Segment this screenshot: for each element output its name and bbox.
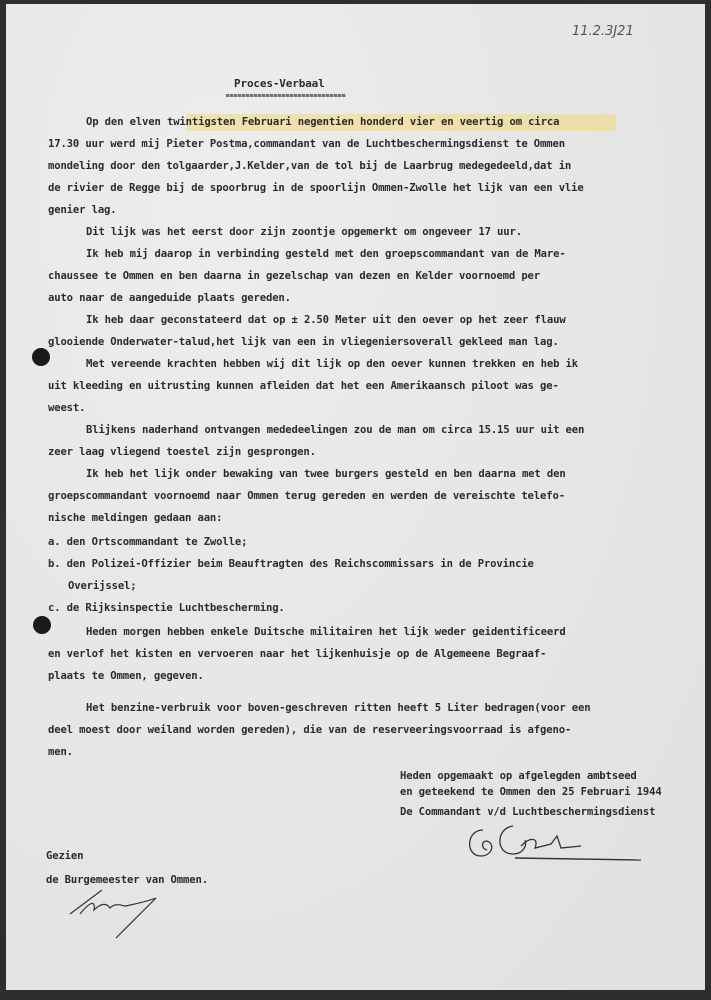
- body-line: chaussee te Ommen en ben daarna in gezelschap van dezen en Kelder voornoemd per: [48, 270, 541, 282]
- list-item-continuation: Overijssel;: [68, 580, 137, 592]
- commandant-signature: [461, 816, 651, 866]
- body-line: deel moest door weiland worden gereden), die van de reserveeringsvoorraad is afgeno-: [48, 724, 572, 736]
- body-line: Ik heb daar geconstateerd dat op ± 2.50 Meter uit den oever op het zeer flauw: [86, 314, 566, 326]
- body-line: Blijkens naderhand ontvangen mededeelingen zou de man om circa 15.15 uur uit een: [86, 424, 585, 436]
- closing-line: De Commandant v/d Luchtbeschermingsdienst: [400, 806, 656, 818]
- body-line: de rivier de Regge bij de spoorbrug in de spoorlijn Ommen-Zwolle het lijk van een vlie: [48, 182, 584, 194]
- list-item: c. de Rijksinspectie Luchtbescherming.: [48, 602, 285, 614]
- body-line: Op den elven twintigsten Februari negentien honderd vier en veertig om circa: [86, 116, 560, 128]
- body-line: glooiende Onderwater-talud,het lijk van een in vliegeniersoverall gekleed man lag.: [48, 336, 559, 348]
- body-line: zeer laag vliegend toestel zijn gesprongen.: [48, 446, 316, 458]
- body-line: mondeling door den tolgaarder,J.Kelder,van de tol bij de Laarbrug medegedeeld,dat in: [48, 160, 572, 172]
- body-line: auto naar de aangeduide plaats gereden.: [48, 292, 291, 304]
- document-page: [6, 4, 705, 990]
- mayor-signature: [66, 884, 186, 944]
- body-line: groepscommandant voornoemd naar Ommen terug gereden en werden de vereischte telefo-: [48, 490, 565, 502]
- punch-hole-top: [32, 348, 50, 366]
- list-item: b. den Polizei-Offizier beim Beauftragten des Reichscommissars in de Provincie: [48, 558, 534, 570]
- body-line: genier lag.: [48, 204, 117, 216]
- body-line: 17.30 uur werd mij Pieter Postma,commandant van de Luchtbeschermingsdienst te Ommen: [48, 138, 565, 150]
- seen-by-line: de Burgemeester van Ommen.: [46, 874, 208, 886]
- body-line: Ik heb het lijk onder bewaking van twee burgers gesteld en ben daarna met den: [86, 468, 566, 480]
- body-line: Heden morgen hebben enkele Duitsche militairen het lijk weder geidentificeerd: [86, 626, 566, 638]
- closing-line: en geteekend te Ommen den 25 Februari 1944: [400, 786, 662, 798]
- body-line: en verlof het kisten en vervoeren naar het lijkenhuisje op de Algemeene Begraaf-: [48, 648, 547, 660]
- list-item: a. den Ortscommandant te Zwolle;: [48, 536, 248, 548]
- body-line: nische meldingen gedaan aan:: [48, 512, 223, 524]
- closing-line: Heden opgemaakt op afgelegden ambtseed: [400, 770, 637, 782]
- body-line: plaats te Ommen, gegeven.: [48, 670, 204, 682]
- punch-hole-bottom: [33, 616, 51, 634]
- body-line: Dit lijk was het eerst door zijn zoontje opgemerkt om ongeveer 17 uur.: [86, 226, 522, 238]
- document-title: Proces-Verbaal: [234, 77, 325, 90]
- body-line: men.: [48, 746, 73, 758]
- body-line: Het benzine-verbruik voor boven-geschreven ritten heeft 5 Liter bedragen(voor een: [86, 702, 591, 714]
- reference-number: 11.2.3J21: [572, 24, 634, 39]
- body-line: Met vereende krachten hebben wij dit lijk op den oever kunnen trekken en heb ik: [86, 358, 579, 370]
- title-underline: [226, 94, 346, 97]
- body-line: Ik heb mij daarop in verbinding gesteld met den groepscommandant van de Mare-: [86, 248, 566, 260]
- body-line: weest.: [48, 402, 86, 414]
- seen-by-line: Gezien: [46, 850, 84, 862]
- body-line: uit kleeding en uitrusting kunnen afleiden dat het een Amerikaansch piloot was ge-: [48, 380, 559, 392]
